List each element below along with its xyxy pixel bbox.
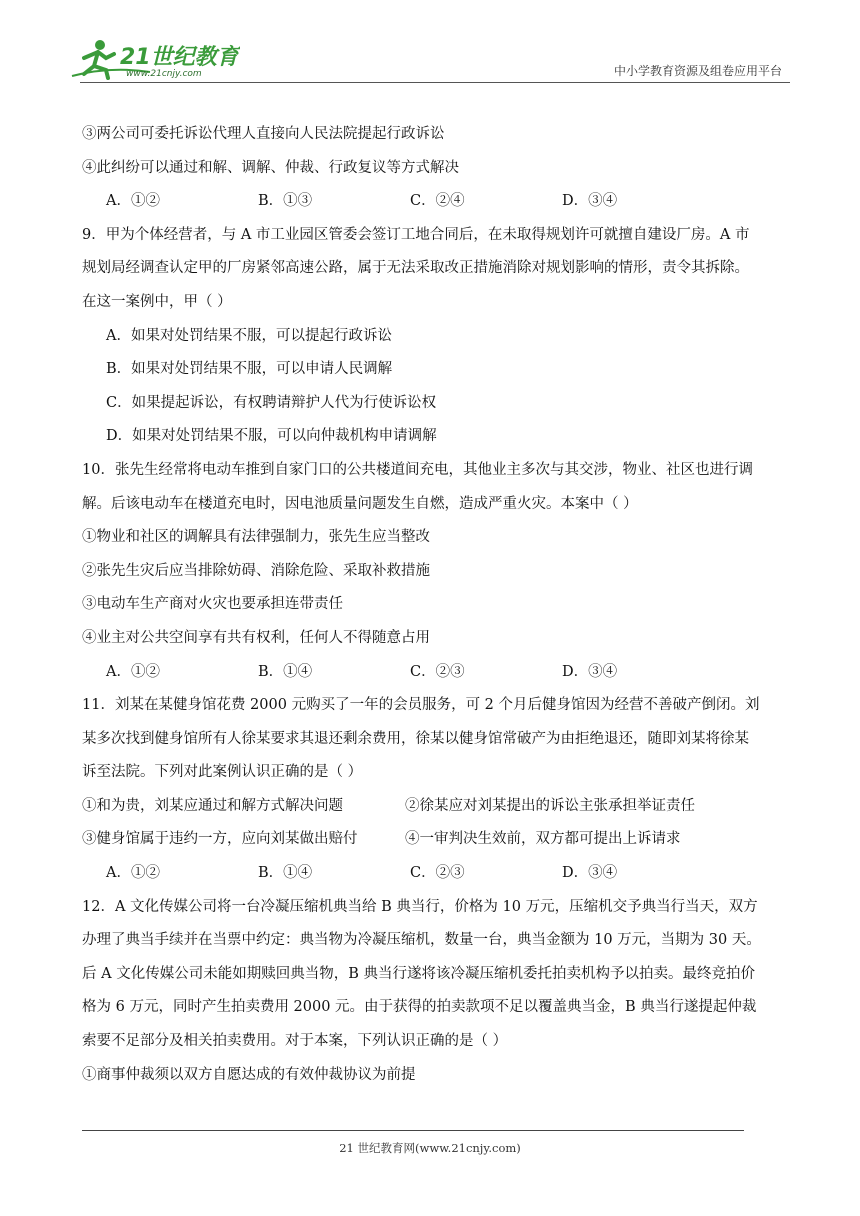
q11-stem-line-3: 诉至法院。下列对此案例认识正确的是（ ） xyxy=(82,764,363,781)
page-header xyxy=(70,36,790,86)
q8-options xyxy=(82,185,784,219)
q9-option-a: A．如果对处罚结果不服，可以提起行政诉讼 xyxy=(106,327,392,344)
site-logo[interactable] xyxy=(70,36,240,80)
q11-statement-3: ③健身馆属于违约一方，应向刘某做出赔付 xyxy=(82,831,358,848)
q12-stem-line-1: 12．A 文化传媒公司将一台冷凝压缩机典当给 B 典当行，价格为 10 万元，压缩机交予典当行当天，双方 xyxy=(82,898,758,915)
q11-statement-1: ①和为贵，刘某应通过和解方式解决问题 xyxy=(82,797,343,814)
header-divider xyxy=(80,82,790,83)
q11-statements-row-2 xyxy=(82,823,784,857)
q10-statement-4: ④业主对公共空间享有共有权利，任何人不得随意占用 xyxy=(82,629,430,646)
q10-statement-1: ①物业和社区的调解具有法律强制力，张先生应当整改 xyxy=(82,529,430,546)
q12-stem-line-3: 后 A 文化传媒公司未能如期赎回典当物，B 典当行遂将该冷凝压缩机委托拍卖机构予以拍卖。最终竞拍价 xyxy=(82,965,755,982)
logo-url: www.21cnjy.com xyxy=(126,69,202,79)
option-d: D．③④ xyxy=(562,663,618,680)
q10-statement-3: ③电动车生产商对火灾也要承担连带责任 xyxy=(82,596,343,613)
q12-stem-line-5: 索要不足部分及相关拍卖费用。对于本案，下列认识正确的是（ ） xyxy=(82,1033,508,1050)
q9-stem-line-2: 规划局经调查认定甲的厂房紧邻高速公路，属于无法采取改正措施消除对规划影响的情形，责令其拆除。 xyxy=(82,260,749,277)
q10-stem-line-1: 10．张先生经常将电动车推到自家门口的公共楼道间充电，其他业主多次与其交涉，物业、社区也进行调 xyxy=(82,461,753,478)
option-a: A．①② xyxy=(106,193,160,210)
q10-stem-line-2: 解。后该电动车在楼道充电时，因电池质量问题发生自燃，造成严重火灾。本案中（ ） xyxy=(82,495,638,512)
option-c: C．②③ xyxy=(410,865,465,882)
statement-3: ③两公司可委托诉讼代理人直接向人民法院提起行政诉讼 xyxy=(82,126,445,142)
q9-option-d: D．如果对处罚结果不服，可以向仲裁机构申请调解 xyxy=(106,428,437,445)
option-b: B．①③ xyxy=(258,193,313,210)
logo-text: 21世纪教育 xyxy=(120,45,239,70)
q11-statement-4: ④一审判决生效前，双方都可提出上诉请求 xyxy=(405,831,681,848)
q10-statement-2: ②张先生灾后应当排除妨碍、消除危险、采取补救措施 xyxy=(82,562,430,579)
q10-options xyxy=(82,656,784,690)
q11-statements-row-1 xyxy=(82,790,784,824)
option-c: C．②③ xyxy=(410,663,465,680)
option-a: A．①② xyxy=(106,663,160,680)
q12-stem-line-2: 办理了典当手续并在当票中约定：典当物为冷凝压缩机，数量一台，典当金额为 10 万元，当期为 30 天。 xyxy=(82,932,761,949)
q9-option-c: C．如果提起诉讼，有权聘请辩护人代为行使诉讼权 xyxy=(106,394,437,411)
option-b: B．①④ xyxy=(258,865,313,882)
q9-stem-line-3: 在这一案例中，甲（ ） xyxy=(82,293,232,310)
q11-statement-2: ②徐某应对刘某提出的诉讼主张承担举证责任 xyxy=(405,797,695,814)
q11-options xyxy=(82,857,784,891)
document-body xyxy=(82,118,784,1092)
q12-stem-line-4: 格为 6 万元，同时产生拍卖费用 2000 元。由于获得的拍卖款项不足以覆盖典当金，B 典当行遂提起仲裁 xyxy=(82,999,757,1016)
statement-4: ④此纠纷可以通过和解、调解、仲裁、行政复议等方式解决 xyxy=(82,159,459,176)
q12-statement-1: ①商事仲裁须以双方自愿达成的有效仲裁协议为前提 xyxy=(82,1066,416,1083)
option-b: B．①④ xyxy=(258,663,313,680)
q11-stem-line-2: 某多次找到健身馆所有人徐某要求其退还剩余费用，徐某以健身馆常破产为由拒绝退还，随即刘某将徐某 xyxy=(82,730,749,747)
option-a: A．①② xyxy=(106,865,160,882)
option-d: D．③④ xyxy=(562,193,618,210)
q9-option-b: B．如果对处罚结果不服，可以申请人民调解 xyxy=(106,361,393,378)
footer-divider xyxy=(82,1130,744,1131)
header-platform-name: 中小学教育资源及组卷应用平台 xyxy=(613,64,782,78)
q11-stem-line-1: 11．刘某在某健身馆花费 2000 元购买了一年的会员服务，可 2 个月后健身馆因为经营不善破产倒闭。刘 xyxy=(82,697,760,714)
runner-logo-icon xyxy=(70,36,240,80)
option-c: C．②④ xyxy=(410,193,465,210)
footer-text[interactable]: 21 世纪教育网(www.21cnjy.com) xyxy=(339,1141,521,1155)
option-d: D．③④ xyxy=(562,865,618,882)
q9-stem-line-1: 9．甲为个体经营者，与 A 市工业园区管委会签订工地合同后，在未取得规划许可就擅自建设厂房。A 市 xyxy=(82,226,750,243)
